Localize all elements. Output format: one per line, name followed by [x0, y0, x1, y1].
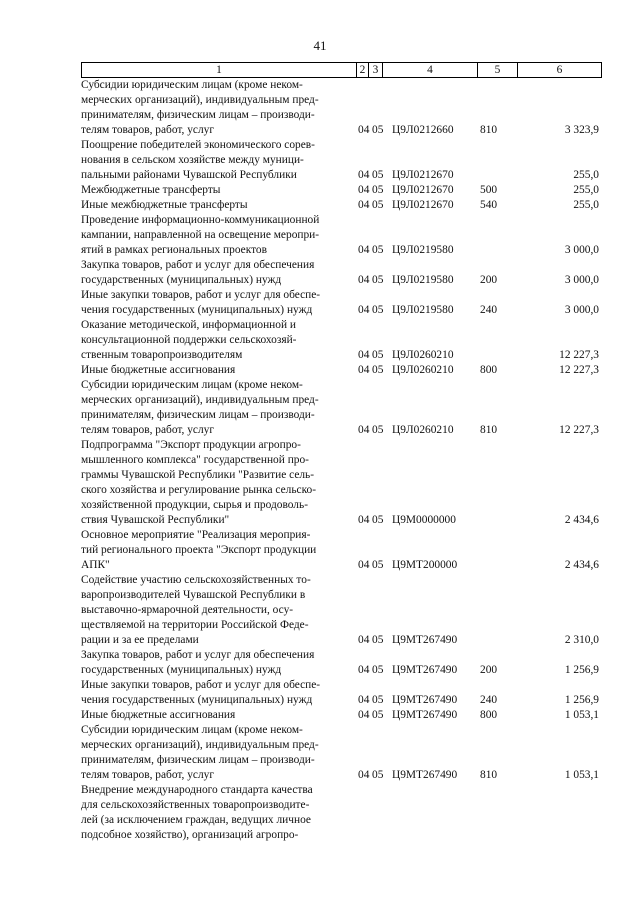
- expense-type-code: 200: [480, 274, 498, 286]
- description-line: государственных (муниципальных) нужд: [81, 274, 282, 286]
- description-line: Содействие участию сельскохозяйственных то-: [81, 574, 311, 586]
- amount: 2 434,6: [564, 514, 599, 526]
- description-line: Оказание методической, информационной и: [81, 319, 296, 331]
- target-article-code: Ц9МТ200000: [392, 559, 458, 571]
- expense-type-code: 800: [480, 364, 498, 376]
- section-code: 04: [358, 124, 370, 136]
- amount: 12 227,3: [559, 364, 599, 376]
- subsection-code: 05: [372, 769, 384, 781]
- description-line: телям товаров, работ, услуг: [81, 424, 214, 436]
- section-code: 04: [358, 244, 370, 256]
- page-number: 41: [313, 38, 327, 53]
- subsection-code: 05: [372, 304, 384, 316]
- description-line: Проведение информационно-коммуникационной: [81, 214, 320, 226]
- subsection-code: 05: [372, 514, 384, 526]
- column-header-1: 1: [81, 62, 357, 78]
- target-article-code: Ц9Л0212670: [392, 199, 454, 211]
- amount: 2 310,0: [564, 634, 599, 646]
- subsection-code: 05: [372, 424, 384, 436]
- description-line: мышленного комплекса" государственной про-: [81, 454, 309, 466]
- description-line: принимателям, физическим лицам – производи-: [81, 109, 315, 121]
- amount: 1 256,9: [564, 694, 599, 706]
- subsection-code: 05: [372, 169, 384, 181]
- row-description: [81, 528, 357, 573]
- target-article-code: Ц9МТ267490: [392, 634, 458, 646]
- expense-type-code: 240: [480, 694, 498, 706]
- amount: 3 000,0: [564, 274, 599, 286]
- row-description: [81, 318, 357, 363]
- subsection-code: 05: [372, 184, 384, 196]
- amount: 12 227,3: [559, 424, 599, 436]
- description-line: Иные закупки товаров, работ и услуг для обеспе-: [81, 289, 321, 301]
- amount: 1 053,1: [564, 709, 599, 721]
- section-code: 04: [358, 769, 370, 781]
- description-line: хозяйственной продукции, сырья и продоволь-: [81, 499, 308, 511]
- description-line: Закупка товаров, работ и услуг для обеспечения: [81, 259, 315, 271]
- expense-type-code: 810: [480, 424, 498, 436]
- description-line: ского хозяйства и регулирование рынка сельско-: [81, 484, 317, 496]
- target-article-code: Ц9МТ267490: [392, 769, 458, 781]
- description-line: Субсидии юридическим лицам (кроме неком-: [81, 724, 303, 736]
- description-line: мерческих организаций), индивидуальным пред-: [81, 394, 319, 406]
- subsection-code: 05: [372, 274, 384, 286]
- row-description: [81, 198, 357, 213]
- row-description: [81, 783, 357, 843]
- subsection-code: 05: [372, 559, 384, 571]
- amount: 2 434,6: [564, 559, 599, 571]
- column-header-2: 2: [357, 62, 369, 78]
- section-code: 04: [358, 349, 370, 361]
- description-line: ществляемой на территории Российской Феде-: [81, 619, 309, 631]
- subsection-code: 05: [372, 244, 384, 256]
- description-line: Иные бюджетные ассигнования: [81, 364, 236, 376]
- section-code: 04: [358, 559, 370, 571]
- expense-type-code: 240: [480, 304, 498, 316]
- description-line: Закупка товаров, работ и услуг для обеспечения: [81, 649, 315, 661]
- target-article-code: Ц9Л0219580: [392, 244, 454, 256]
- section-code: 04: [358, 664, 370, 676]
- description-line: Субсидии юридическим лицам (кроме неком-: [81, 379, 303, 391]
- amount: 3 000,0: [564, 244, 599, 256]
- row-description: [81, 138, 357, 183]
- expense-type-code: 200: [480, 664, 498, 676]
- description-line: Иные закупки товаров, работ и услуг для обеспе-: [81, 679, 321, 691]
- subsection-code: 05: [372, 694, 384, 706]
- subsection-code: 05: [372, 664, 384, 676]
- description-line: Внедрение международного стандарта качества: [81, 784, 313, 796]
- column-header-6: 6: [518, 62, 602, 78]
- target-article-code: Ц9Л0260210: [392, 364, 454, 376]
- description-line: варопроизводителей Чувашской Республики в: [81, 589, 306, 601]
- target-article-code: Ц9МТ267490: [392, 709, 458, 721]
- section-code: 04: [358, 199, 370, 211]
- section-code: 04: [358, 694, 370, 706]
- description-line: рации и за ее пределами: [81, 634, 199, 646]
- description-line: принимателям, физическим лицам – производи-: [81, 754, 315, 766]
- description-line: лей (за исключением граждан, ведущих личное: [81, 814, 311, 826]
- expense-type-code: 810: [480, 769, 498, 781]
- budget-table: [81, 62, 602, 843]
- expense-type-code: 800: [480, 709, 498, 721]
- row-description: [81, 213, 357, 258]
- description-line: ятий в рамках региональных проектов: [81, 244, 268, 256]
- section-code: 04: [358, 184, 370, 196]
- section-code: 04: [358, 634, 370, 646]
- description-line: государственных (муниципальных) нужд: [81, 664, 282, 676]
- target-article-code: Ц9Л0212670: [392, 184, 454, 196]
- expense-type-code: 540: [480, 199, 498, 211]
- amount: 3 323,9: [564, 124, 599, 136]
- column-header-4: 4: [383, 62, 478, 78]
- amount: 255,0: [573, 199, 599, 211]
- description-line: принимателям, физическим лицам – производи-: [81, 409, 315, 421]
- section-code: 04: [358, 364, 370, 376]
- description-line: ственным товаропроизводителям: [81, 349, 243, 361]
- description-line: Подпрограмма "Экспорт продукции агропро-: [81, 439, 301, 451]
- subsection-code: 05: [372, 124, 384, 136]
- target-article-code: Ц9МТ267490: [392, 664, 458, 676]
- description-line: консультационной поддержки сельскохозяй-: [81, 334, 297, 346]
- description-line: пальными районами Чувашской Республики: [81, 169, 297, 181]
- row-description: [81, 648, 357, 678]
- description-line: кампании, направленной на освещение меропри-: [81, 229, 320, 241]
- amount: 12 227,3: [559, 349, 599, 361]
- row-description: [81, 378, 357, 438]
- column-header-5: 5: [478, 62, 518, 78]
- row-description: [81, 723, 357, 783]
- target-article-code: Ц9М0000000: [392, 514, 456, 526]
- amount: 1 256,9: [564, 664, 599, 676]
- description-line: Межбюджетные трансферты: [81, 184, 221, 196]
- section-code: 04: [358, 169, 370, 181]
- target-article-code: Ц9Л0219580: [392, 274, 454, 286]
- target-article-code: Ц9МТ267490: [392, 694, 458, 706]
- description-line: Иные бюджетные ассигнования: [81, 709, 236, 721]
- target-article-code: Ц9Л0260210: [392, 424, 454, 436]
- row-description: [81, 258, 357, 288]
- description-line: нования в сельском хозяйстве между муници-: [81, 154, 304, 166]
- subsection-code: 05: [372, 709, 384, 721]
- expense-type-code: 810: [480, 124, 498, 136]
- description-line: ствия Чувашской Республики": [81, 514, 230, 526]
- subsection-code: 05: [372, 199, 384, 211]
- section-code: 04: [358, 274, 370, 286]
- description-line: граммы Чувашской Республики "Развитие сель-: [81, 469, 315, 481]
- section-code: 04: [358, 514, 370, 526]
- description-line: Основное мероприятие "Реализация мероприя-: [81, 529, 311, 541]
- description-line: Иные межбюджетные трансферты: [81, 199, 248, 211]
- description-line: выставочно-ярмарочной деятельности, осу-: [81, 604, 294, 616]
- row-description: [81, 438, 357, 528]
- section-code: 04: [358, 424, 370, 436]
- row-description: [81, 288, 357, 318]
- row-description: [81, 183, 357, 198]
- description-line: мерческих организаций), индивидуальным пред-: [81, 94, 319, 106]
- description-line: телям товаров, работ, услуг: [81, 124, 214, 136]
- amount: 3 000,0: [564, 304, 599, 316]
- target-article-code: Ц9Л0212670: [392, 169, 454, 181]
- description-line: подсобное хозяйство), организаций агропро-: [81, 829, 299, 841]
- target-article-code: Ц9Л0212660: [392, 124, 454, 136]
- description-line: АПК": [81, 559, 110, 571]
- amount: 255,0: [573, 184, 599, 196]
- target-article-code: Ц9Л0260210: [392, 349, 454, 361]
- description-line: Субсидии юридическим лицам (кроме неком-: [81, 79, 303, 91]
- row-description: [81, 78, 357, 138]
- subsection-code: 05: [372, 349, 384, 361]
- description-line: для сельскохозяйственных товаропроизводите-: [81, 799, 310, 811]
- expense-type-code: 500: [480, 184, 498, 196]
- row-description: [81, 708, 357, 723]
- description-line: тий регионального проекта "Экспорт продукции: [81, 544, 317, 556]
- row-description: [81, 678, 357, 708]
- row-description: [81, 573, 357, 648]
- subsection-code: 05: [372, 364, 384, 376]
- description-line: чения государственных (муниципальных) нужд: [81, 304, 313, 316]
- section-code: 04: [358, 709, 370, 721]
- row-description: [81, 363, 357, 378]
- subsection-code: 05: [372, 634, 384, 646]
- target-article-code: Ц9Л0219580: [392, 304, 454, 316]
- description-line: чения государственных (муниципальных) нужд: [81, 694, 313, 706]
- description-line: мерческих организаций), индивидуальным пред-: [81, 739, 319, 751]
- section-code: 04: [358, 304, 370, 316]
- amount: 255,0: [573, 169, 599, 181]
- column-header-3: 3: [369, 62, 383, 78]
- amount: 1 053,1: [564, 769, 599, 781]
- description-line: Поощрение победителей экономического сорев-: [81, 139, 315, 151]
- description-line: телям товаров, работ, услуг: [81, 769, 214, 781]
